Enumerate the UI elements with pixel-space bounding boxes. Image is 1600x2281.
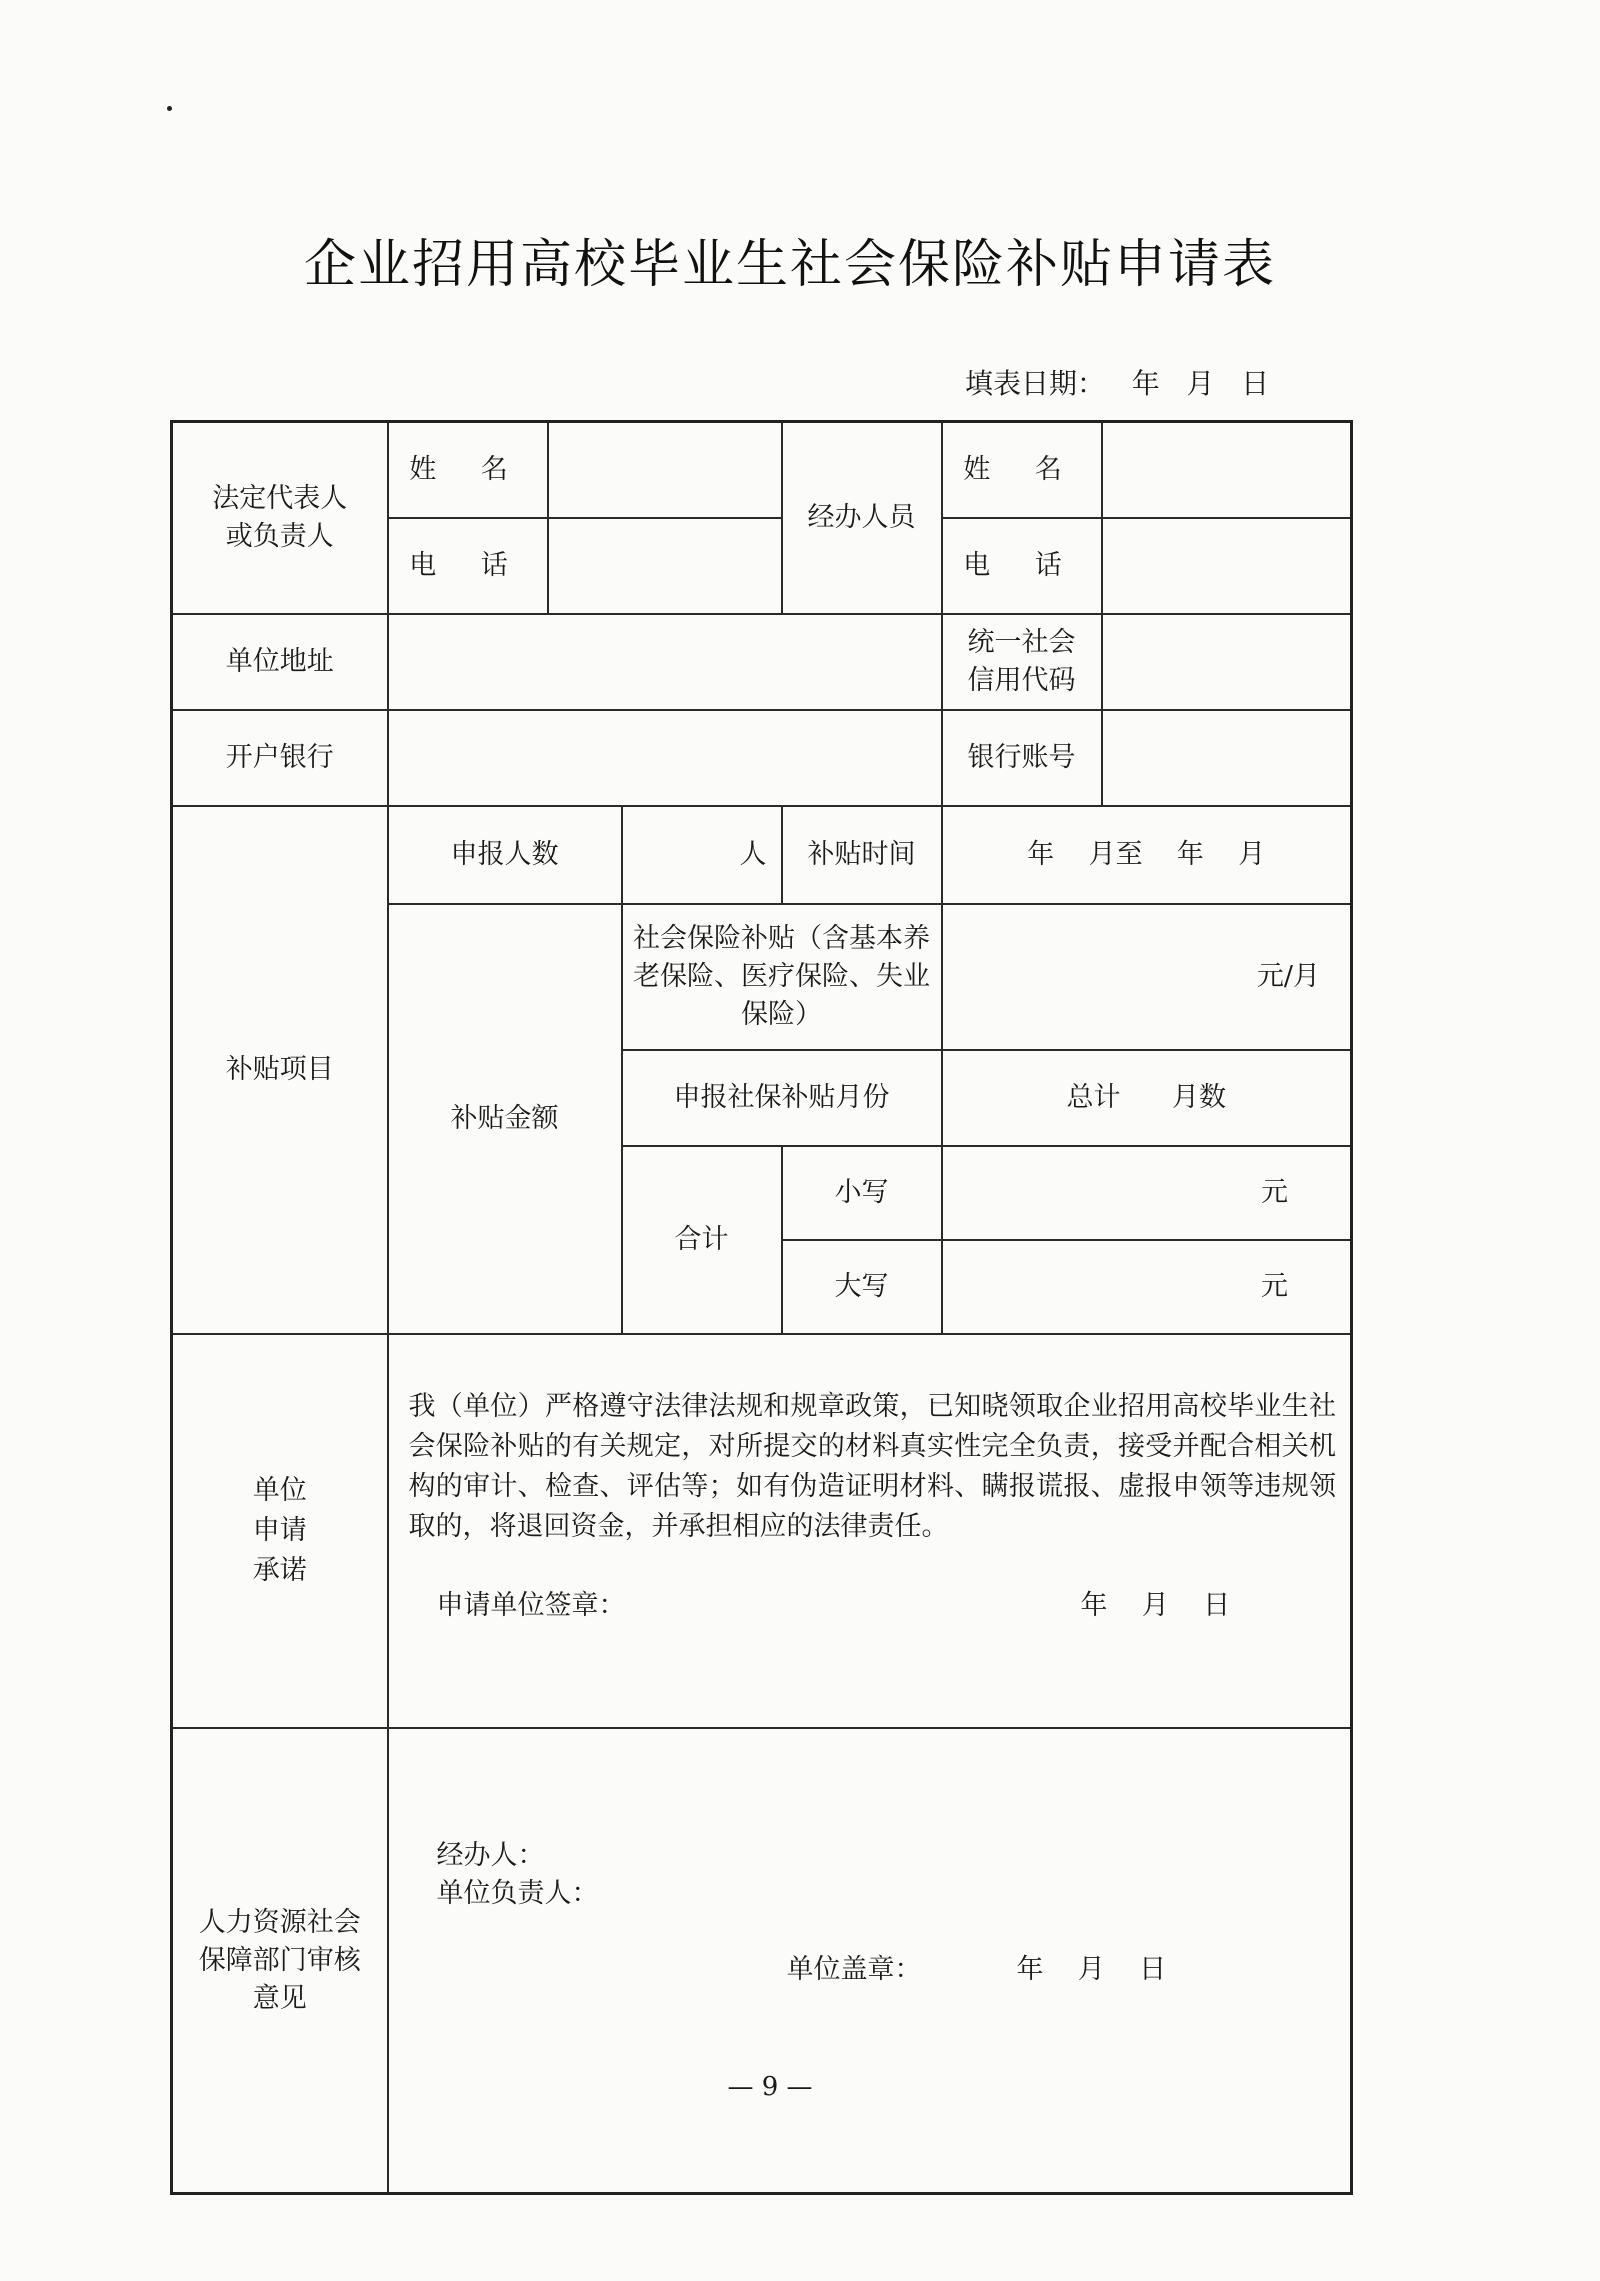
social-insurance-field[interactable] — [942, 904, 1352, 1050]
applicant-count-field[interactable] — [622, 806, 782, 904]
commitment-sign-line — [409, 1587, 1337, 1627]
months-label: 申报社保补贴月份 — [622, 1050, 942, 1146]
stray-dot — [167, 106, 172, 111]
commitment-text: 我（单位）严格遵守法律法规和规章政策，已知晓领取企业招用高校毕业生社会保险补贴的有关规定，对所提交的材料真实性完全负责，接受并配合相关机构的审计、检查、评估等；如有伪造证明材料、瞒报谎报、虚报申领等违规领取的，将退回资金，并承担相应的法律责任。 — [408, 1391, 1336, 1542]
social-insurance-label: 社会保险补贴（含基本养老保险、医疗保险、失业保险） — [622, 904, 942, 1050]
legal-rep-name-field[interactable] — [548, 422, 782, 519]
total-label: 合计 — [622, 1146, 782, 1334]
subsidy-time-field[interactable]: 年 月至 年 月 — [942, 806, 1352, 904]
review-head: 单位负责人： — [436, 1878, 599, 1909]
page-number: — 9 — — [727, 2072, 813, 2102]
small-label: 小写 — [782, 1146, 942, 1240]
small-amount-field[interactable] — [942, 1146, 1352, 1240]
bank-label: 开户银行 — [172, 710, 388, 806]
big-yuan-unit: 元 — [1261, 1270, 1288, 1302]
row-applicant-count — [172, 806, 1352, 904]
legal-rep-name-label: 姓 名 — [388, 422, 548, 519]
yuan-per-month-unit: 元/月 — [1256, 960, 1320, 992]
handler-name-label: 姓 名 — [942, 422, 1102, 519]
subsidy-time-label: 补贴时间 — [782, 806, 942, 904]
row-legal-rep-name — [172, 422, 1352, 519]
address-field[interactable] — [388, 614, 942, 710]
handler-phone-field[interactable] — [1102, 518, 1352, 614]
form-title: 企业招用高校毕业生社会保险补贴申请表 — [303, 235, 1276, 295]
legal-rep-phone-label: 电 话 — [388, 518, 548, 614]
application-form-table — [170, 420, 1353, 2195]
row-review — [172, 1728, 1352, 2194]
review-cell — [388, 1728, 1352, 2194]
subsidy-item-label: 补贴项目 — [172, 806, 388, 1334]
big-label: 大写 — [782, 1240, 942, 1334]
handler-label: 经办人员 — [782, 422, 942, 615]
commitment-cell — [388, 1334, 1352, 1728]
subsidy-amount-label: 补贴金额 — [388, 904, 622, 1334]
big-amount-field[interactable] — [942, 1240, 1352, 1334]
credit-code-label: 统一社会 信用代码 — [942, 614, 1102, 710]
account-field[interactable] — [1102, 710, 1352, 806]
small-yuan-unit: 元 — [1261, 1176, 1288, 1208]
review-date: 年 月 日 — [1016, 1954, 1167, 1985]
row-address — [172, 614, 1352, 710]
handler-name-field[interactable] — [1102, 422, 1352, 519]
address-label: 单位地址 — [172, 614, 388, 710]
applicant-count-label: 申报人数 — [388, 806, 622, 904]
credit-code-field[interactable] — [1102, 614, 1352, 710]
row-bank — [172, 710, 1352, 806]
fill-date: 填表日期： 年 月 日 — [965, 367, 1270, 400]
commitment-label: 单位 申请 承诺 — [172, 1334, 388, 1728]
legal-rep-label: 法定代表人 或负责人 — [172, 422, 388, 615]
commitment-date: 年 月 日 — [1080, 1590, 1231, 1621]
review-handler: 经办人： — [436, 1840, 545, 1871]
review-label: 人力资源社会 保障部门审核 意见 — [172, 1728, 388, 2194]
row-commitment — [172, 1334, 1352, 1728]
months-field[interactable]: 总计 月数 — [942, 1050, 1352, 1146]
legal-rep-phone-field[interactable] — [548, 518, 782, 614]
commitment-sign-label: 申请单位签章： — [436, 1590, 626, 1621]
bank-field[interactable] — [388, 710, 942, 806]
handler-phone-label: 电 话 — [942, 518, 1102, 614]
person-unit: 人 — [739, 838, 767, 870]
account-label: 银行账号 — [942, 710, 1102, 806]
review-sign-line — [437, 1951, 1337, 1991]
review-seal-label: 单位盖章： — [786, 1954, 922, 1985]
